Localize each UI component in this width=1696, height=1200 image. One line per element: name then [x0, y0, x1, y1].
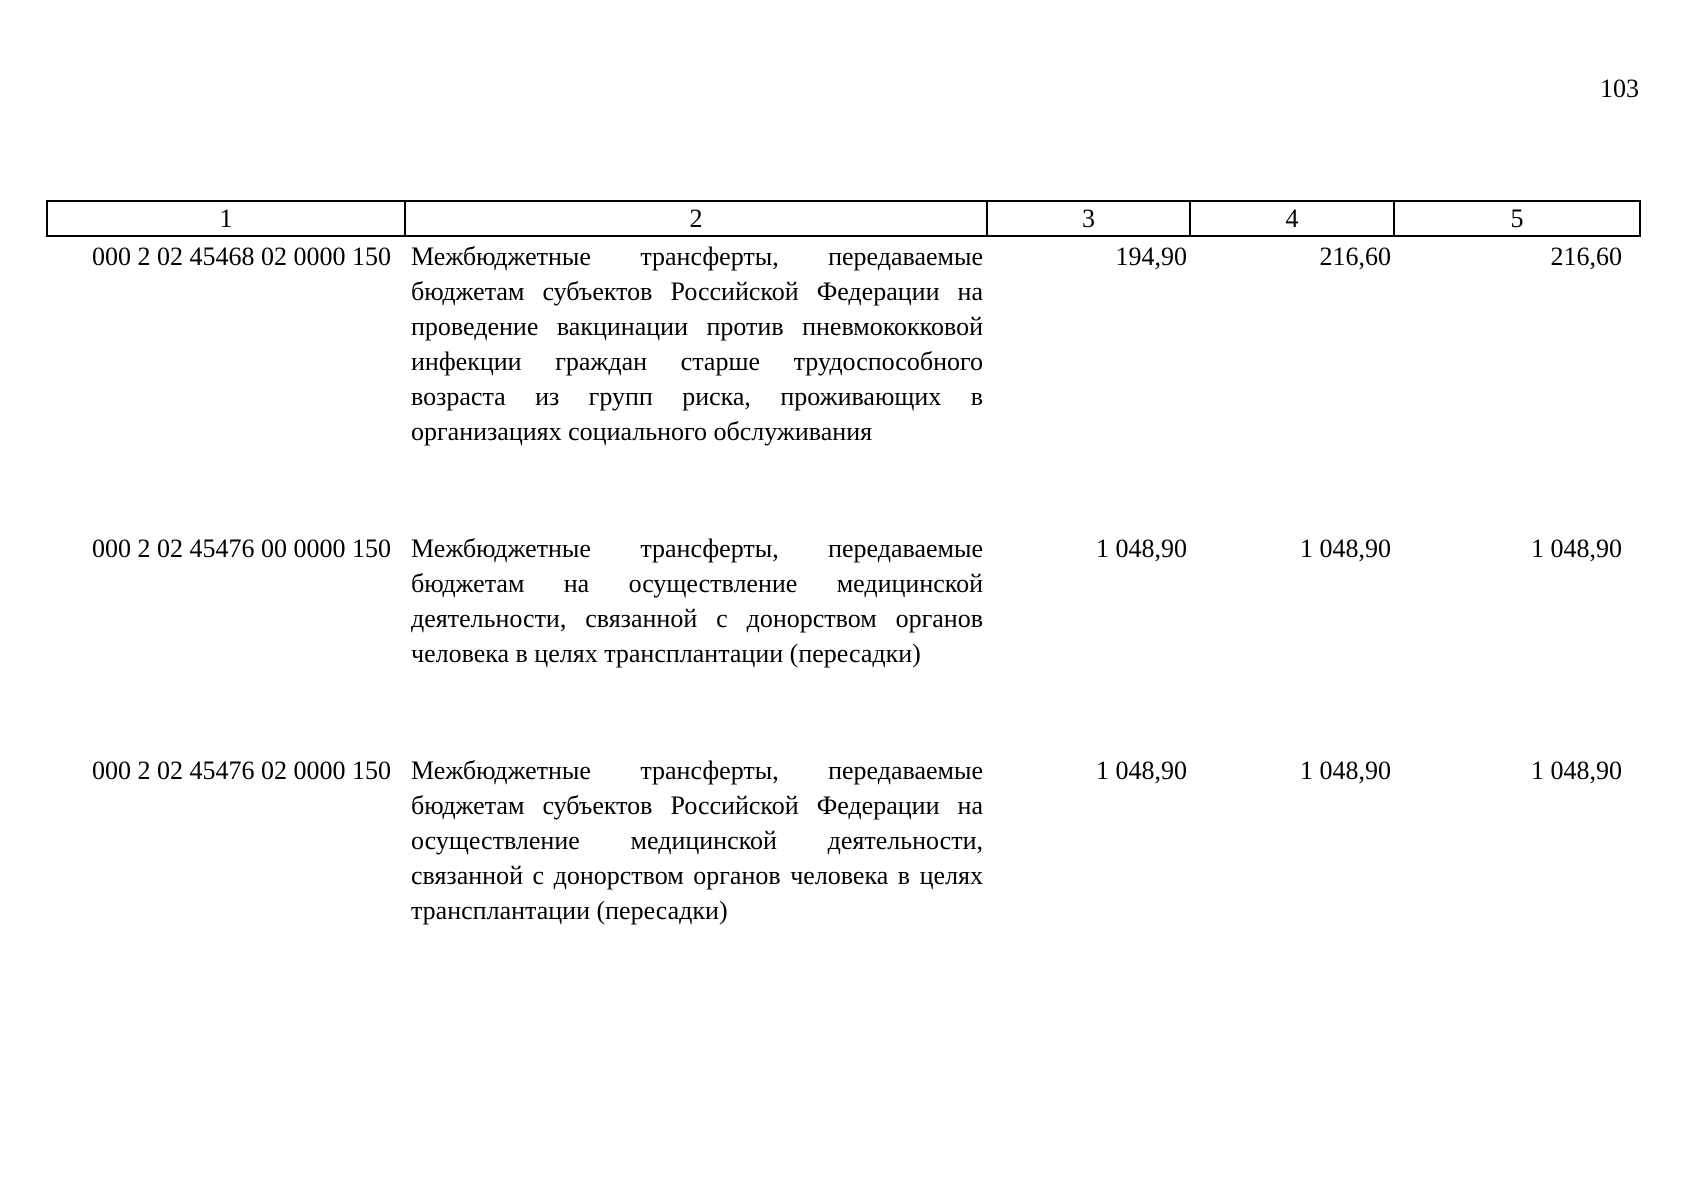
- value-col-4: 216,60: [1319, 242, 1391, 271]
- value-col-5: 1 048,90: [1531, 534, 1622, 563]
- table-body: [47, 236, 1640, 933]
- budget-description: Межбюджетные трансферты, передаваемые бюджетам субъектов Российской Федерации на проведение вакцинации против пневмококковой инфекции граждан старше трудоспособного возраста из групп риска, проживающих в организациях социального обслуживания: [411, 242, 983, 446]
- value-col-4: 1 048,90: [1300, 756, 1391, 785]
- value-col-3: 1 048,90: [1096, 534, 1187, 563]
- header-col-1: 1: [47, 201, 405, 236]
- value-col-3: 194,90: [1115, 242, 1187, 271]
- header-col-3: 3: [987, 201, 1190, 236]
- header-row: [47, 201, 1640, 236]
- budget-description: Межбюджетные трансферты, передаваемые бюджетам на осуществление медицинской деятельности, связанной с донорством органов человека в целях трансплантации (пересадки): [411, 534, 983, 668]
- table-row: [47, 751, 1640, 933]
- page-number: 103: [1600, 74, 1639, 103]
- value-col-5: 216,60: [1550, 242, 1622, 271]
- budget-code: 000 2 02 45468 02 0000 150: [92, 242, 391, 271]
- table-header: [47, 201, 1640, 236]
- value-col-5: 1 048,90: [1531, 756, 1622, 785]
- budget-description: Межбюджетные трансферты, передаваемые бюджетам субъектов Российской Федерации на осуществление медицинской деятельности, связанной с донорством органов человека в целях трансплантации (пересадки): [411, 756, 983, 925]
- header-col-2: 2: [405, 201, 987, 236]
- value-col-4: 1 048,90: [1300, 534, 1391, 563]
- table-row: [47, 236, 1640, 529]
- budget-code: 000 2 02 45476 00 0000 150: [92, 534, 391, 563]
- value-col-3: 1 048,90: [1096, 756, 1187, 785]
- budget-table: [46, 200, 1641, 933]
- budget-code: 000 2 02 45476 02 0000 150: [92, 756, 391, 785]
- header-col-5: 5: [1394, 201, 1640, 236]
- table-row: [47, 529, 1640, 751]
- header-col-4: 4: [1190, 201, 1394, 236]
